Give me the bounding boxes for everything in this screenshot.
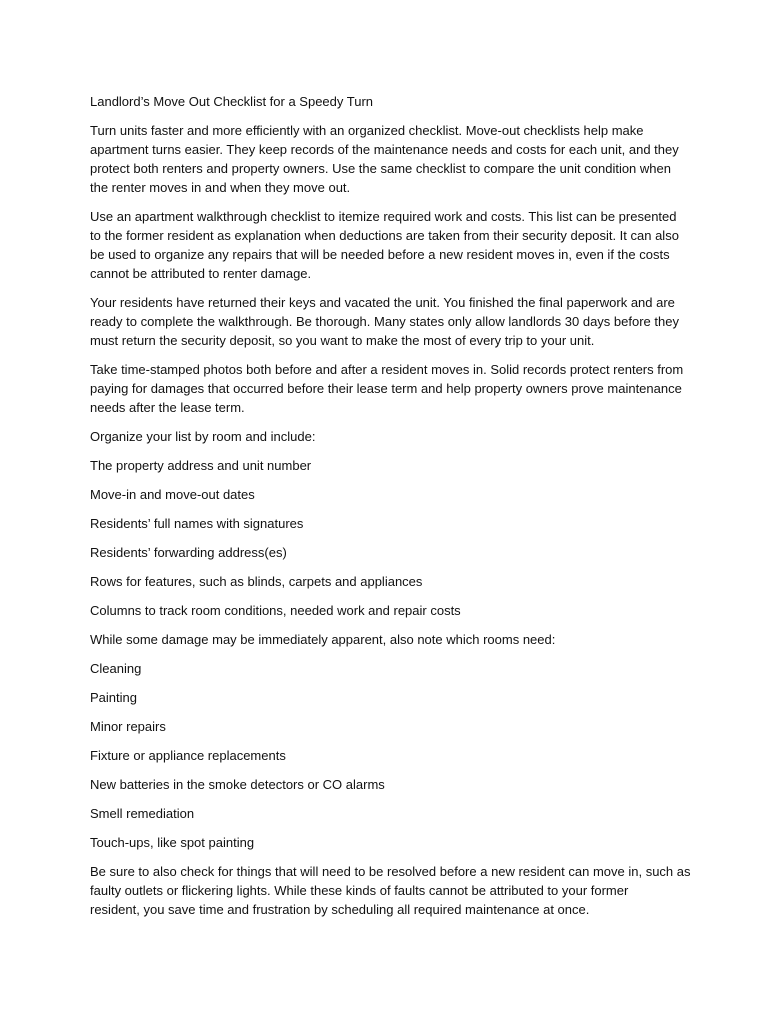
paragraph-line: cannot be attributed to renter damage. <box>90 266 312 281</box>
paragraph-line: the renter moves in and when they move out. <box>90 180 351 195</box>
rooms-intro: While some damage may be immediately apparent, also note which rooms need: <box>90 632 556 647</box>
intro-paragraph-2 <box>90 207 690 283</box>
paragraph-line: to the former resident as explanation when deductions are taken from their security deposit. It can also <box>90 228 679 243</box>
list-item: Smell remediation <box>90 806 195 821</box>
paragraph-line: must return the security deposit, so you want to make the most of every trip to your unit. <box>90 333 595 348</box>
paragraph-line: Be sure to also check for things that will need to be resolved before a new resident can move in, such as <box>90 864 691 879</box>
list-item: Residents’ forwarding address(es) <box>90 545 287 560</box>
closing-paragraph <box>90 862 690 919</box>
list-item: Residents’ full names with signatures <box>90 516 304 531</box>
list-item: Fixture or appliance replacements <box>90 748 286 763</box>
intro-paragraph-4 <box>90 360 690 417</box>
list-item: Minor repairs <box>90 719 166 734</box>
paragraph-line: ready to complete the walkthrough. Be thorough. Many states only allow landlords 30 days before they <box>90 314 679 329</box>
list-item: Cleaning <box>90 661 142 676</box>
paragraph-line: Use an apartment walkthrough checklist to itemize required work and costs. This list can be presented <box>90 209 677 224</box>
paragraph-line: paying for damages that occurred before their lease term and help property owners prove maintenance <box>90 381 682 396</box>
document-page <box>90 92 690 929</box>
list-item: New batteries in the smoke detectors or CO alarms <box>90 777 385 792</box>
list-item: The property address and unit number <box>90 458 312 473</box>
paragraph-line: apartment turns easier. They keep records of the maintenance needs and costs for each unit, and they <box>90 142 679 157</box>
list-item: Move-in and move-out dates <box>90 487 255 502</box>
paragraph-line: resident, you save time and frustration by scheduling all required maintenance at once. <box>90 902 590 917</box>
paragraph-line: be used to organize any repairs that will be needed before a new resident moves in, even if the costs <box>90 247 670 262</box>
paragraph-line: Take time-stamped photos both before and after a resident moves in. Solid records protect renters from <box>90 362 684 377</box>
paragraph-line: protect both renters and property owners. Use the same checklist to compare the unit condition when <box>90 161 671 176</box>
intro-paragraph-3 <box>90 293 690 350</box>
paragraph-line: Turn units faster and more efficiently with an organized checklist. Move-out checklists help make <box>90 123 644 138</box>
intro-paragraph-1 <box>90 121 690 197</box>
organize-intro: Organize your list by room and include: <box>90 429 316 444</box>
paragraph-line: faulty outlets or flickering lights. While these kinds of faults cannot be attributed to your former <box>90 883 629 898</box>
list-item: Rows for features, such as blinds, carpets and appliances <box>90 574 423 589</box>
paragraph-line: Your residents have returned their keys and vacated the unit. You finished the final paperwork and are <box>90 295 675 310</box>
list-item: Columns to track room conditions, needed work and repair costs <box>90 603 461 618</box>
list-item: Touch-ups, like spot painting <box>90 835 255 850</box>
paragraph-line: needs after the lease term. <box>90 400 245 415</box>
document-title: Landlord’s Move Out Checklist for a Speedy Turn <box>90 94 374 109</box>
list-item: Painting <box>90 690 137 705</box>
